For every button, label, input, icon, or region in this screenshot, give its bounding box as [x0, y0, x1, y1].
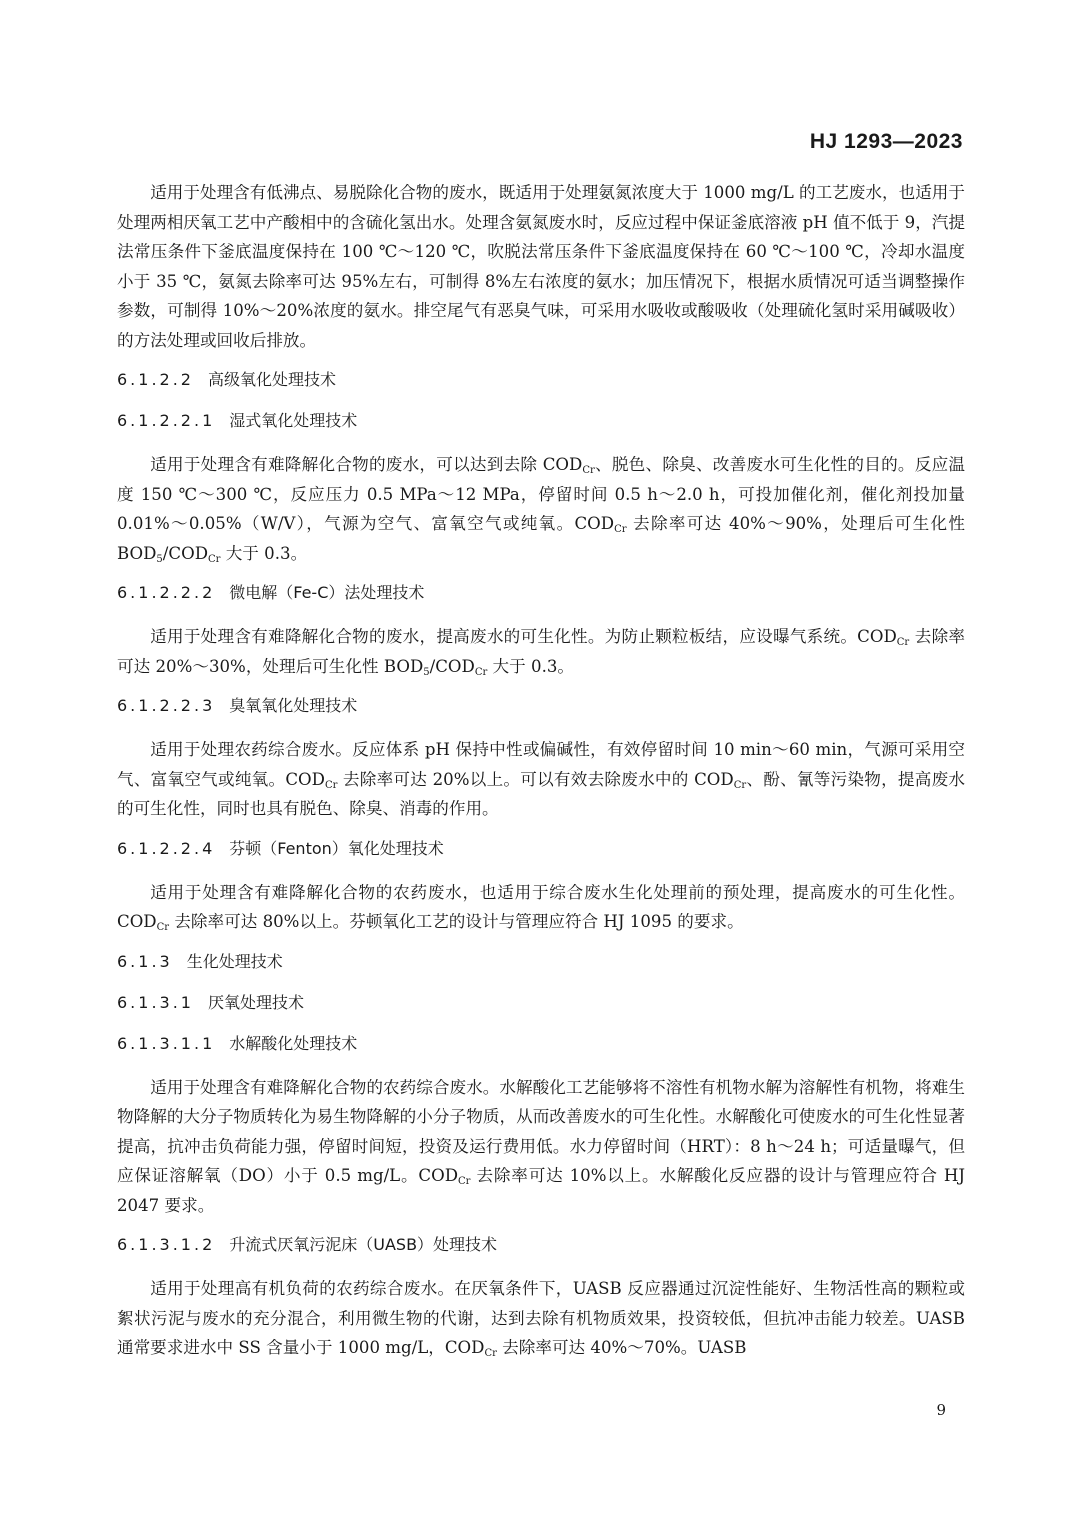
- section-title: 水解酸化处理技术: [229, 1033, 358, 1053]
- section-heading: [117, 991, 965, 1015]
- body-paragraph: 适用于处理高有机负荷的农药综合废水。在厌氧条件下，UASB 反应器通过沉淀性能好、生物活性高的颗粒或絮状污泥与废水的充分混合，利用微生物的代谢，达到去除有机物质效果，投资较低，但抗冲击能力较差。UASB 通常要求进水中 SS 含量小于 1000 mg/L，$COD_{Cr}$ 去除率可达 40%～70%。UASB: [117, 1279, 965, 1359]
- section-number: 6.1.3.1.1: [117, 1033, 216, 1053]
- section-title: 生化处理技术: [186, 951, 283, 971]
- body-paragraph: 适用于处理含有难降解化合物的农药废水，也适用于综合废水生化处理前的预处理，提高废水的可生化性。$COD_{Cr}$ 去除率可达 80%以上。芬顿氧化工艺的设计与管理应符合 HJ 1095 的要求。: [117, 882, 965, 933]
- document-code: HJ 1293—2023: [809, 130, 963, 153]
- section-heading: [117, 409, 965, 433]
- section-number: 6.1.3: [117, 951, 173, 971]
- section-title: 厌氧处理技术: [207, 992, 304, 1012]
- section-number: 6.1.2.2.3: [117, 696, 216, 715]
- section-heading: [117, 1233, 965, 1257]
- section-title: 升流式厌氧污泥床（UASB）处理技术: [229, 1235, 498, 1254]
- section-title: 芬顿（Fenton）氧化处理技术: [229, 838, 444, 858]
- page-number: 9: [936, 1401, 946, 1419]
- body-paragraph: 适用于处理含有难降解化合物的废水，可以达到去除 $COD_{Cr}$、脱色、除臭、改善废水可生化性的目的。反应温度 150 ℃～300 ℃，反应压力 0.5 MPa～12 MPa，停留时间 0.5 h～2.0 h，可投加催化剂，催化剂投加量 0.01%～0.05%（W/V），气源为空气、富氧空气或纯氧。$COD_{Cr}$ 去除率可达 40%～90%，处理后可生化性 $BOD_5/COD_{Cr}$ 大于 0.3。: [117, 455, 965, 565]
- section-heading: [117, 950, 965, 974]
- section-heading: [117, 694, 965, 718]
- section-number: 6.1.2.2: [117, 370, 194, 389]
- section-heading: [117, 837, 965, 861]
- section-number: 6.1.3.1: [117, 992, 194, 1012]
- section-title: 微电解（Fe-C）法处理技术: [229, 583, 425, 602]
- section-heading: [117, 1032, 965, 1056]
- section-number: 6.1.2.2.1: [117, 411, 216, 430]
- section-title: 臭氧氧化处理技术: [229, 696, 358, 715]
- section-heading: [117, 581, 965, 605]
- body-paragraph: 适用于处理含有难降解化合物的农药综合废水。水解酸化工艺能够将不溶性有机物水解为溶解性有机物，将难生物降解的大分子物质转化为易生物降解的小分子物质，从而改善废水的可生化性。水解酸化可使废水的可生化性显著提高，抗冲击负荷能力强，停留时间短，投资及运行费用低。水力停留时间（HRT）：8 h～24 h；可适量曝气，但应保证溶解氧（DO）小于 0.5 mg/L。$COD_{Cr}$ 去除率可达 10%以上。水解酸化反应器的设计与管理应符合 HJ 2047 要求。: [117, 1077, 966, 1215]
- section-number: 6.1.2.2.4: [117, 838, 216, 858]
- section-number: 6.1.3.1.2: [117, 1235, 216, 1254]
- section-heading: [117, 368, 965, 392]
- section-title: 湿式氧化处理技术: [229, 411, 358, 430]
- body-paragraph: 适用于处理含有难降解化合物的废水，提高废水的可生化性。为防止颗粒板结，应设曝气系统。$COD_{Cr}$ 去除率可达 20%～30%，处理后可生化性 $BOD_5/COD_{Cr}$ 大于 0.3。: [117, 627, 965, 678]
- section-number: 6.1.2.2.2: [117, 583, 216, 602]
- document-body: [117, 178, 965, 1372]
- body-paragraph: 适用于处理农药综合废水。反应体系 pH 保持中性或偏碱性，有效停留时间 10 min～60 min，气源可采用空气、富氧空气或纯氧。$COD_{Cr}$ 去除率可达 20%以上。可以有效去除废水中的 $COD_{Cr}$、酚、氰等污染物，提高废水的可生化性，同时也具有脱色、除臭、消毒的作用。: [117, 740, 966, 818]
- body-paragraph: 适用于处理含有低沸点、易脱除化合物的废水，既适用于处理氨氮浓度大于 1000 mg/L 的工艺废水，也适用于处理两相厌氧工艺中产酸相中的含硫化氢出水。处理含氨氮废水时，反应过程中保证釜底溶液 pH 值不低于 9，汽提法常压条件下釜底温度保持在 100 ℃～120 ℃，吹脱法常压条件下釜底温度保持在 60 ℃～100 ℃，冷却水温度小于 35 ℃，氨氮去除率可达 95%左右，可制得 8%左右浓度的氨水；加压情况下，根据水质情况可适当调整操作参数，可制得 10%～20%浓度的氨水。排空尾气有恶臭气味，可采用水吸收或酸吸收（处理硫化氢时采用碱吸收）的方法处理或回收后排放。: [117, 183, 965, 350]
- section-title: 高级氧化处理技术: [207, 370, 336, 389]
